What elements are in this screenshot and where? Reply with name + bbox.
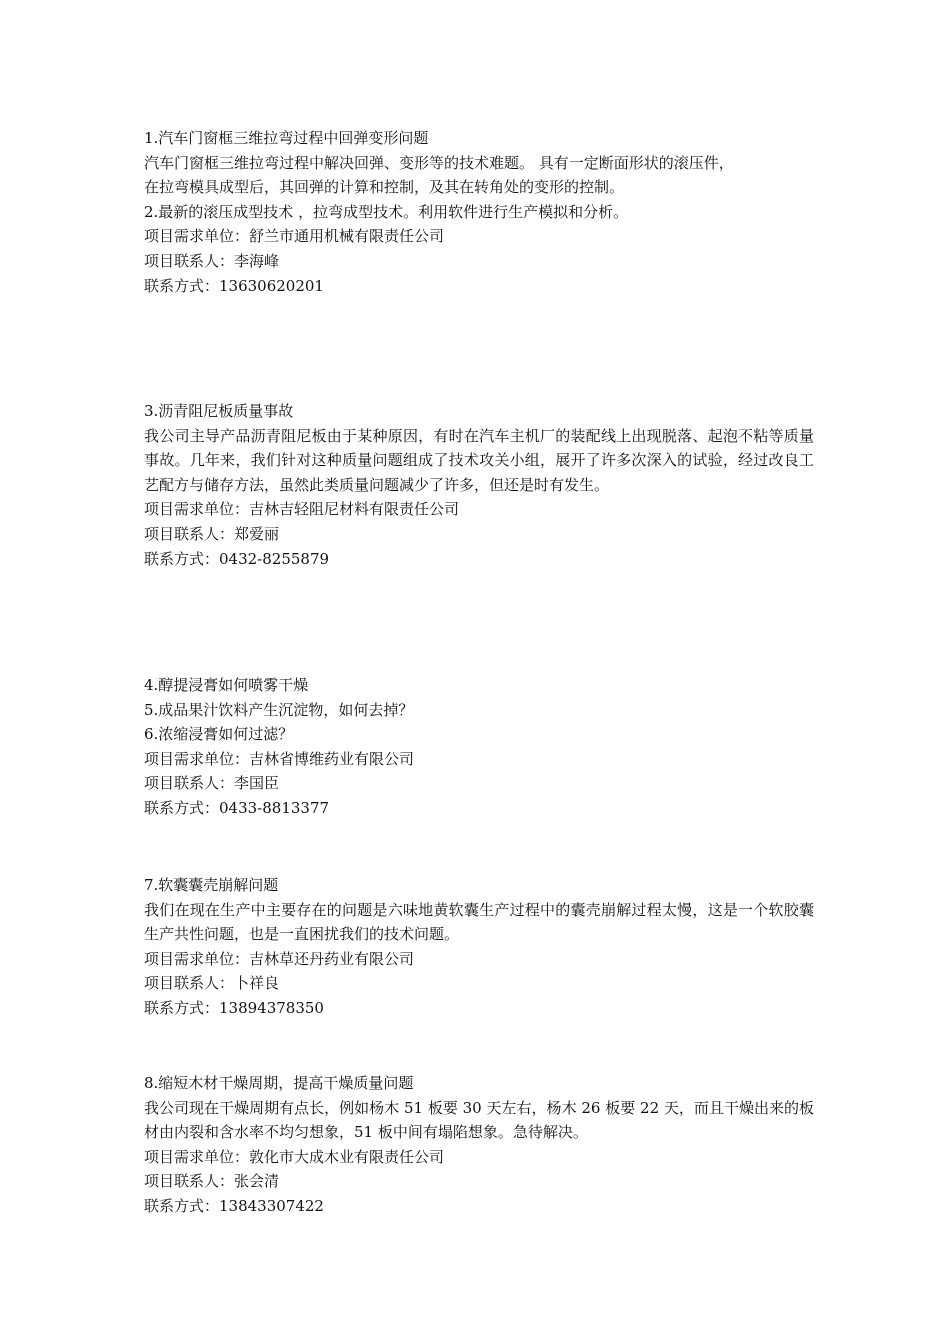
description-line: 在拉弯模具成型后，其回弹的计算和控制，及其在转角处的变形的控制。 [144,178,625,197]
requesting-unit: 项目需求单位：吉林草还丹药业有限公司 [144,949,415,968]
section-heading: 5.成品果汁饮料产生沉淀物，如何去掉？ [144,700,414,719]
project-section-4 [144,873,814,1021]
section-heading: 1.汽车门窗框三维拉弯过程中回弹变形问题 [144,129,429,147]
section-heading: 8.缩短木材干燥周期，提高干燥质量问题 [144,1074,414,1092]
description-paragraph: 我们在现在生产中主要存在的问题是六味地黄软囊生产过程中的囊壳崩解过程太慢，这是一个软胶囊生产共性问题，也是一直困扰我们的技术问题。 [144,900,814,944]
requesting-unit: 项目需求单位：吉林吉轻阻尼材料有限责任公司 [144,500,460,519]
project-section-3 [144,673,814,821]
project-section-5 [144,1071,814,1219]
requesting-unit: 项目需求单位：舒兰市通用机械有限责任公司 [144,227,445,246]
section-heading: 3.沥青阻尼板质量事故 [144,402,294,420]
contact-person: 项目联系人：卜祥良 [144,974,280,993]
description-paragraph: 我公司主导产品沥青阻尼板由于某种原因，有时在汽车主机厂的装配线上出现脱落、起泡不粘等质量事故。几年来，我们针对这种质量问题组成了技术攻关小组，展开了许多次深入的试验，经过改良工艺配方与储存方法，虽然此类质量问题减少了许多，但还是时有发生。 [144,426,814,494]
project-section-2 [144,399,814,571]
project-section-1 [144,126,814,298]
section-heading: 2.最新的滚压成型技术 ，拉弯成型技术。利用软件进行生产模拟和分析。 [144,202,629,221]
contact-person: 项目联系人：张会清 [144,1172,280,1191]
contact-phone: 联系方式：0433-8813377 [144,798,330,817]
section-heading: 6.浓缩浸膏如何过滤？ [144,725,294,744]
requesting-unit: 项目需求单位：敦化市大成木业有限责任公司 [144,1147,445,1166]
description-paragraph: 我公司现在干燥周期有点长，例如杨木 51 板要 30 天左右，杨木 26 板要 22 天，而且干燥出来的板材由内裂和含水率不均匀想象，51 板中间有塌陷想象。急待解决。 [144,1098,814,1142]
contact-phone: 联系方式：13843307422 [144,1196,324,1215]
section-heading: 7.软囊囊壳崩解问题 [144,876,279,894]
contact-person: 项目联系人：李海峰 [144,251,280,270]
contact-person: 项目联系人：李国臣 [144,774,280,793]
requesting-unit: 项目需求单位：吉林省博维药业有限公司 [144,749,415,768]
contact-person: 项目联系人：郑爱丽 [144,524,280,543]
section-heading: 4.醇提浸膏如何喷雾干燥 [144,676,309,694]
description-line: 汽车门窗框三维拉弯过程中解决回弹、变形等的技术难题。 具有一定断面形状的滚压件， [144,153,734,172]
contact-phone: 联系方式：0432-8255879 [144,549,330,568]
contact-phone: 联系方式：13894378350 [144,998,324,1017]
contact-phone: 联系方式：13630620201 [144,276,324,295]
